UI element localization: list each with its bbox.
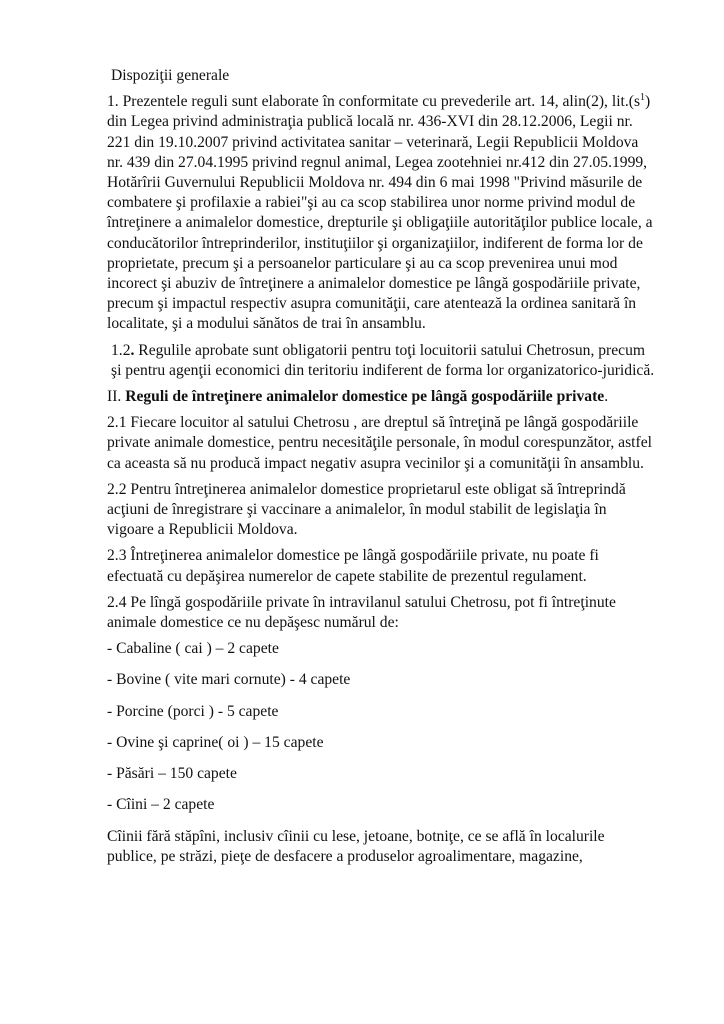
limit-item-porcine: - Porcine (porci ) - 5 capete bbox=[107, 702, 279, 720]
paragraph-1-text-b: ) din Legea privind administraţia publică locală nr. 436-XVI din 28.12.2006, Legii nr. 221 din 19.10.2007 privind activitatea sanitar – veterinară, Legii Republicii Moldova nr. 439 din 27.04.1995 privind regnul animal, Legea zootehniei nr.412 din 27.05.1999, Hotărîrii Guvernului Republicii Moldova nr. 494 din 6 mai 1998 "Privind măsurile de combatere şi profilaxie a rabiei"şi au ca scop stabilirea unor norme privind modul de întreţinere a animalelor domestice, drepturile şi obligaţiile autorităţilor publice locale, a conducătorilor întreprinderilor, instituţiilor şi organizaţiilor, indiferent de forma lor de proprietate, precum şi a persoanelor particulare şi au ca scop prevenirea unui mod incorect şi abuziv de întreţinere a animalelor domestice pe lângă gospodăriile private, precum şi impactul respectiv asupra comunităţii, care atentează la ordinea sanitară în localitate, şi a modului sănătos de trai în ansamblu. bbox=[107, 93, 653, 333]
limit-item-pasari: - Păsări – 150 capete bbox=[107, 765, 237, 783]
paragraph-1-2-dot: . bbox=[130, 341, 135, 359]
paragraph-stray-dogs: Cîinii fără stăpîni, inclusiv cîinii cu lese, jetoane, botniţe, ce se află în localurile publice, pe străzi, pieţe de desfacere a produselor agroalimentare, magazine, bbox=[107, 827, 605, 865]
paragraph-1-2-number: 1.2 bbox=[111, 341, 131, 359]
paragraph-1 bbox=[107, 92, 655, 334]
superscript-1: 1 bbox=[640, 92, 646, 104]
paragraph-2-4: 2.4 Pe lîngă gospodăriile private în intravilanul satului Chetrosu, pot fi întreţinute animale domestice ce nu depăşesc numărul de: bbox=[107, 593, 616, 632]
section-heading-general: Dispoziţii generale bbox=[111, 67, 230, 84]
section-2-title: Reguli de întreţinere animalelor domestice pe lângă gospodăriile private bbox=[125, 388, 605, 406]
limit-item-cabaline: - Cabaline ( cai ) – 2 capete bbox=[107, 640, 279, 658]
limit-item-ovine: - Ovine şi caprine( oi ) – 15 capete bbox=[107, 733, 324, 751]
paragraph-2-3: 2.3 Întreţinerea animalelor domestice pe lângă gospodăriile private, nu poate fi efectuată cu depăşirea numerelor de capete stabilite de prezentul regulament. bbox=[107, 547, 599, 585]
paragraph-1-text-a: 1. Prezentele reguli sunt elaborate în conformitate cu prevederile art. 14, alin(2), lit.(s bbox=[107, 93, 641, 111]
limit-item-bovine: - Bovine ( vite mari cornute) - 4 capete bbox=[107, 671, 351, 689]
paragraph-2-2: 2.2 Pentru întreţinerea animalelor domestice proprietarul este obligat să întreprindă acţiuni de înregistrare şi vaccinare a animalelor, în modul stabilit de legislaţia în vigoare a Republicii Moldova. bbox=[107, 480, 626, 539]
paragraph-1-2 bbox=[107, 341, 655, 381]
paragraph-2-1: 2.1 Fiecare locuitor al satului Chetrosu , are dreptul să întreţină pe lângă gospodăriile private animale domestice, pentru necesităţile personale, în modul corespunzător, astfel ca aceasta să nu producă impact negativ asupra vecinilor şi a comunităţii în ansamblu. bbox=[107, 414, 652, 472]
paragraph-1-2-text: Regulile aprobate sunt obligatorii pentru toţi locuitorii satului Chetrosun, precum şi pentru agenţii economici din teritoriu indiferent de forma lor organizatorico-juridică. bbox=[111, 341, 655, 379]
limit-item-caini: - Cîini – 2 capete bbox=[107, 796, 215, 814]
section-2-prefix: II. bbox=[107, 388, 126, 406]
document-page bbox=[107, 66, 655, 873]
section-2-heading bbox=[107, 387, 655, 407]
section-2-suffix: . bbox=[604, 388, 609, 406]
